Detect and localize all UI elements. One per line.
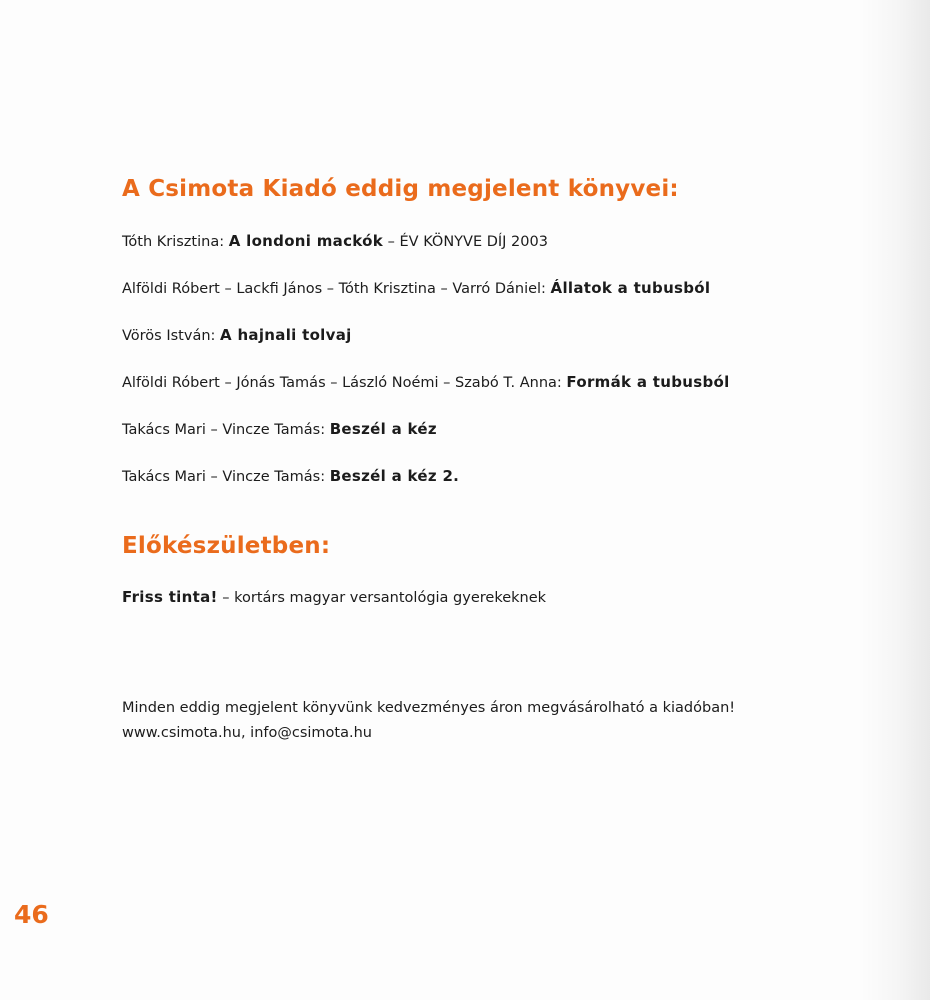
book-authors: Takács Mari – Vincze Tamás: <box>122 421 330 438</box>
page-number: 46 <box>14 900 49 929</box>
book-title: Formák a tubusból <box>566 372 730 391</box>
book-entry <box>122 278 882 298</box>
book-entry <box>122 231 882 251</box>
book-entry <box>122 419 882 439</box>
book-award: – ÉV KÖNYVE DÍJ 2003 <box>383 233 548 250</box>
book-title: A londoni mackók <box>228 231 384 250</box>
upcoming-heading: Előkészületben: <box>122 532 331 559</box>
book-list <box>122 231 882 486</box>
book-title: Állatok a tubusból <box>550 278 711 297</box>
discount-text: Minden eddig megjelent könyvünk kedvezményes áron megvásárolható a kiadóban! <box>122 700 736 717</box>
upcoming-title: Friss tinta! <box>122 588 218 607</box>
book-entry <box>122 325 882 345</box>
book-authors: Alföldi Róbert – Jónás Tamás – László Noémi – Szabó T. Anna: <box>122 374 567 391</box>
book-authors: Takács Mari – Vincze Tamás: <box>122 468 330 485</box>
book-authors: Vörös István: <box>122 327 221 344</box>
page-content <box>122 176 882 746</box>
book-title: A hajnali tolvaj <box>220 325 352 344</box>
book-entry <box>122 372 882 392</box>
book-entry <box>122 466 882 486</box>
discount-note <box>122 696 882 746</box>
book-title: Beszél a kéz 2. <box>329 466 460 485</box>
book-authors: Alföldi Róbert – Lackfi János – Tóth Krisztina – Varró Dániel: <box>122 280 551 297</box>
upcoming-description: – kortárs magyar versantológia gyerekeknek <box>217 590 547 607</box>
contact-links: www.csimota.hu, info@csimota.hu <box>122 725 372 742</box>
upcoming-entry <box>122 587 882 608</box>
book-authors: Tóth Krisztina: <box>122 233 229 250</box>
published-books-heading: A Csimota Kiadó eddig megjelent könyvei: <box>122 176 679 202</box>
book-title: Beszél a kéz <box>329 419 437 438</box>
